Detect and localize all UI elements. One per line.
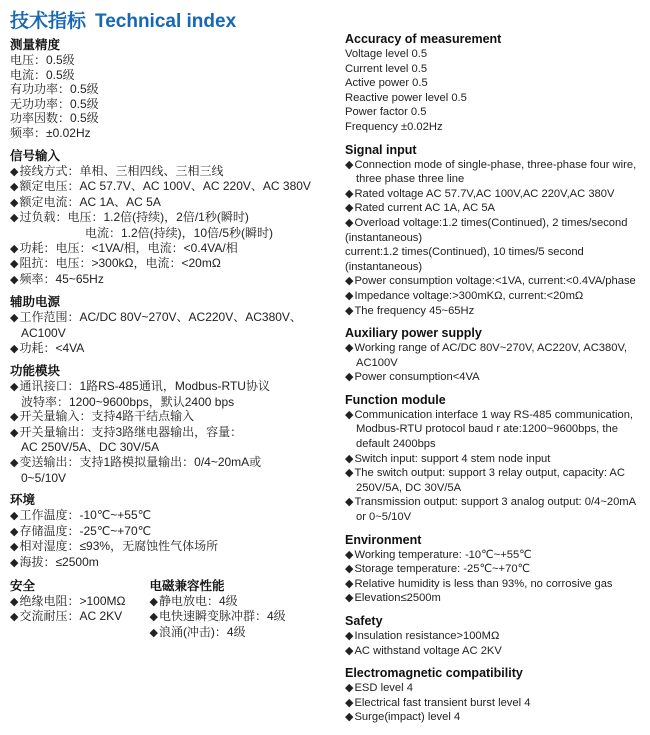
spec-line: ◆ 浪涌(冲击)：4级	[149, 625, 285, 641]
section-aux-zh	[10, 295, 330, 356]
spec-line: ◆ 存储温度：-25℃~+70℃	[10, 524, 330, 540]
spec-line: ◆ Connection mode of single-phase, three-phase four wire, three phase three line	[345, 158, 645, 187]
section-signal-en	[345, 143, 645, 319]
section-heading: 辅助电源	[10, 295, 61, 310]
spec-line: ◆ 接线方式：单相、三相四线、三相三线	[10, 164, 330, 180]
spec-line: ◆ Working range of AC/DC 80V~270V, AC220V, AC380V, AC100V	[345, 341, 645, 370]
spec-line: ◆ The frequency 45~65Hz	[345, 304, 645, 319]
spec-line: ◆ 工作温度：-10℃~+55℃	[10, 508, 330, 524]
section-func-zh	[10, 364, 330, 485]
spec-line: ◆ Working temperature: -10℃~+55℃	[345, 548, 645, 563]
section-heading: 环境	[10, 493, 36, 508]
spec-line: ◆ 开关量输入：支持4路干结点输入	[10, 409, 330, 425]
spec-line: 电压：0.5级	[10, 53, 75, 67]
spec-line: ◆ ESD level 4	[345, 681, 645, 696]
section-env-en	[345, 533, 645, 606]
section-heading: 信号输入	[10, 148, 61, 163]
spec-line: ◆ The switch output: support 3 relay output, capacity: AC 250V/5A, DC 30V/5A	[345, 466, 645, 495]
spec-line: ◆ 开关量输出：支持3路继电器输出，容量：	[10, 425, 330, 441]
spec-line: ◆ 交流耐压：AC 2KV	[10, 609, 125, 625]
spec-line: ◆ Elevation≤2500m	[345, 591, 645, 606]
spec-line: ◆ AC withstand voltage AC 2KV	[345, 644, 645, 659]
spec-line: (instantaneous)	[345, 231, 423, 244]
spec-line: ◆ 频率：45~65Hz	[10, 272, 330, 288]
spec-line: 有功功率：0.5级	[10, 82, 99, 97]
spec-line: 功率因数：0.5级	[10, 111, 99, 126]
spec-line: ◆ 额定电流：AC 1A、AC 5A	[10, 195, 330, 211]
spec-line: ◆ Storage temperature: -25℃~+70℃	[345, 562, 645, 577]
spec-line: ◆ Impedance voltage:>300mKΩ, current:<20mΩ	[345, 289, 645, 304]
section-heading: Accuracy of measurement	[345, 32, 502, 46]
spec-line: ◆ Transmission output: support 3 analog output: 0/4~20mA or 0~5/10V	[345, 495, 645, 524]
section-env-zh	[10, 493, 330, 570]
right-column	[345, 32, 645, 733]
spec-line: AC 250V/5A、DC 30V/5A	[21, 440, 160, 455]
section-heading: 安全	[10, 578, 36, 593]
page-title	[10, 6, 236, 33]
section-signal-zh	[10, 149, 330, 288]
spec-line: ◆ Rated current AC 1A, AC 5A	[345, 201, 645, 216]
spec-line: ◆ 通讯接口：1路RS-485通讯，Modbus-RTU协议	[10, 379, 330, 395]
spec-line: ◆ 海拔：≤2500m	[10, 555, 330, 571]
section-accuracy-zh	[10, 38, 330, 141]
section-heading: Environment	[345, 532, 422, 547]
spec-line: 0~5/10V	[21, 470, 67, 485]
spec-line: Active power 0.5	[345, 77, 428, 90]
spec-line: ◆ 额定电压：AC 57.7V、AC 100V、AC 220V、AC 380V	[10, 179, 330, 195]
spec-line: ◆ Insulation resistance>100MΩ	[345, 629, 645, 644]
spec-line: ◆ Power consumption voltage:<1VA, current:<0.4VA/phase	[345, 274, 645, 289]
section-heading: 测量精度	[10, 38, 61, 52]
spec-line: Reactive power level 0.5	[345, 91, 467, 104]
section-heading: Function module	[345, 392, 446, 407]
spec-line: ◆ 功耗：电压：<1VA/相，电流：<0.4VA/相	[10, 241, 330, 257]
spec-line: (instantaneous)	[345, 260, 423, 273]
spec-line: current:1.2 times(Continued), 10 times/5 second	[345, 246, 584, 259]
spec-line: ◆ Surge(impact) level 4	[345, 710, 645, 725]
title-zh: 技术指标	[10, 11, 87, 32]
spec-line: ◆ Overload voltage:1.2 times(Continued), 2 times/second	[345, 216, 645, 231]
section-heading: Safety	[345, 614, 383, 628]
section-accuracy-en	[345, 32, 645, 135]
spec-line: ◆ Switch input: support 4 stem node input	[345, 452, 645, 467]
section-aux-en	[345, 326, 645, 385]
section-heading: 功能模块	[10, 364, 61, 379]
section-heading: Signal input	[345, 142, 417, 157]
section-emc-en	[345, 666, 645, 725]
spec-line: ◆ 阻抗：电压：>300kΩ，电流：<20mΩ	[10, 256, 330, 272]
spec-line: ◆ Communication interface 1 way RS-485 communication, Modbus-RTU protocol baud r ate:1200~9600bps, the default 2400bps	[345, 408, 645, 452]
spec-line: 电流：1.2倍(持续)，10倍/5秒(瞬时)	[85, 225, 274, 240]
safety-emc-row-zh	[10, 579, 330, 641]
section-heading: Electromagnetic compatibility	[345, 666, 523, 681]
spec-line: ◆ Relative humidity is less than 93%, no corrosive gas	[345, 577, 645, 592]
spec-line: 波特率：1200~9600bps，默认2400 bps	[21, 394, 235, 409]
spec-line: AC100V	[21, 325, 66, 340]
spec-line: 电流：0.5级	[10, 67, 75, 82]
spec-line: ◆ 电快速瞬变脉冲群：4级	[149, 609, 285, 625]
spec-line: ◆ 功耗：<4VA	[10, 341, 330, 357]
spec-line: Power factor 0.5	[345, 106, 427, 119]
section-safety-zh	[10, 579, 125, 641]
spec-line: Current level 0.5	[345, 62, 428, 75]
spec-line: ◆ 变送输出：支持1路模拟量输出：0/4~20mA或	[10, 455, 330, 471]
spec-line: ◆ Power consumption<4VA	[345, 370, 645, 385]
title-en: Technical index	[95, 11, 237, 32]
section-emc-zh	[149, 579, 285, 641]
spec-line: ◆ Rated voltage AC 57.7V,AC 100V,AC 220V,AC 380V	[345, 187, 645, 202]
section-func-en	[345, 393, 645, 525]
spec-line: Voltage level 0.5	[345, 48, 428, 60]
spec-line: ◆ 静电放电：4级	[149, 594, 285, 610]
spec-line: 无功功率：0.5级	[10, 96, 99, 111]
spec-line: ◆ 过负载：电压：1.2倍(持续)，2倍/1秒(瞬时)	[10, 210, 330, 226]
spec-line: ◆ 绝缘电阻：>100MΩ	[10, 594, 125, 610]
section-safety-en	[345, 614, 645, 658]
left-column	[10, 38, 330, 640]
spec-line: Frequency ±0.02Hz	[345, 120, 443, 133]
section-heading: 电磁兼容性能	[149, 578, 225, 593]
spec-line: ◆ 相对湿度：≤93%，无腐蚀性气体场所	[10, 539, 330, 555]
section-heading: Auxiliary power supply	[345, 326, 482, 341]
spec-line: ◆ 工作范围：AC/DC 80V~270V、AC220V、AC380V、	[10, 310, 330, 326]
spec-line: 频率：±0.02Hz	[10, 125, 91, 140]
spec-line: ◆ Electrical fast transient burst level 4	[345, 696, 645, 711]
